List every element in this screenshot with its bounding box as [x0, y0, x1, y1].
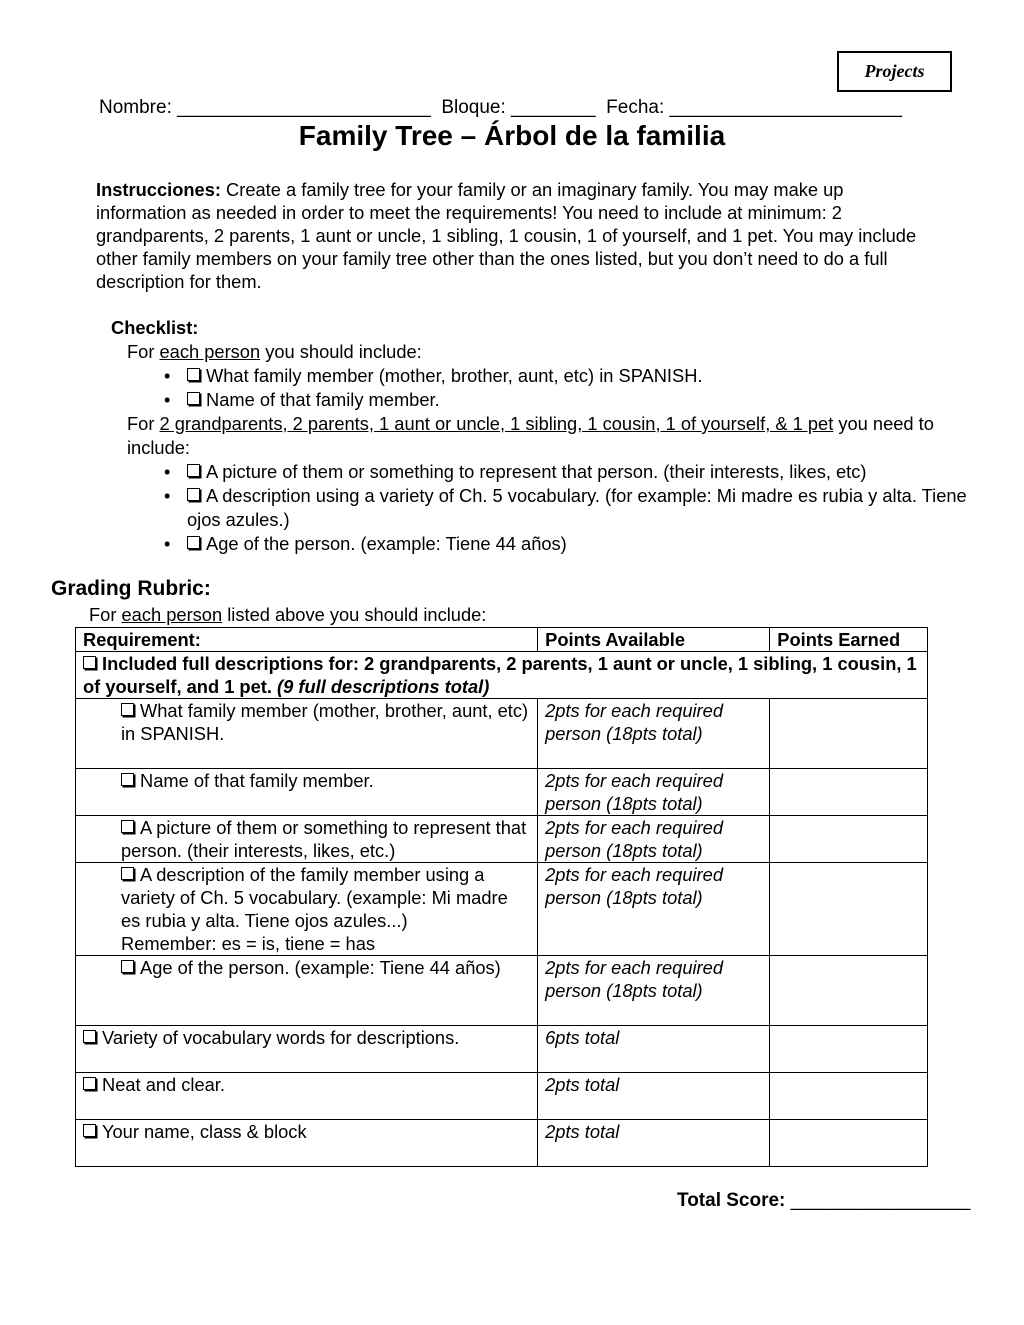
intro1-underlined: each person: [159, 341, 261, 362]
points-earned-cell[interactable]: [770, 769, 928, 816]
intro2-pre: For: [127, 413, 160, 434]
requirement-text: Name of that family member.: [140, 770, 374, 791]
projects-badge-label: Projects: [864, 61, 925, 81]
points-available-cell: 6pts total: [538, 1026, 770, 1073]
nombre-label: Nombre:: [99, 97, 172, 118]
intro2-post: you need to include:: [127, 413, 934, 458]
requirement-cell: [76, 1026, 538, 1073]
list-item-text: A description using a variety of Ch. 5 vocabulary. (for example: Mi madre es rubia y alta. Tiene ojos azules.): [187, 485, 967, 530]
full-descriptions-text: Included full descriptions for: 2 grandparents, 2 parents, 1 aunt or uncle, 1 sibling, 1 cousin, 1 of yourself, and 1 pet.: [83, 653, 917, 697]
points-available-cell: 2pts for each required person (18pts total): [538, 769, 770, 816]
list-item-text: Age of the person. (example: Tiene 44 años): [206, 533, 567, 554]
checkbox-icon[interactable]: [187, 536, 200, 549]
checkbox-icon[interactable]: [121, 773, 134, 786]
requirement-cell: [76, 1120, 538, 1167]
full-descriptions-total: (9 full descriptions total): [277, 676, 490, 697]
header-points-earned: Points Earned: [770, 628, 928, 652]
checkbox-icon[interactable]: [83, 1124, 96, 1137]
requirement-text: Your name, class & block: [102, 1121, 307, 1142]
checkbox-icon[interactable]: [83, 1030, 96, 1043]
requirement-text: A picture of them or something to represent that person. (their interests, likes, etc.): [121, 817, 527, 861]
points-available-cell: 2pts for each required person (18pts total): [538, 956, 770, 1026]
points-earned-cell[interactable]: [770, 956, 928, 1026]
header-requirement: Requirement:: [76, 628, 538, 652]
checkbox-icon[interactable]: [187, 488, 200, 501]
bloque-label: Bloque:: [441, 97, 506, 118]
total-score-field[interactable]: _________________: [790, 1190, 971, 1211]
points-earned-cell[interactable]: [770, 1073, 928, 1120]
fecha-field[interactable]: ______________________: [669, 97, 903, 118]
checkbox-icon[interactable]: [83, 656, 96, 669]
list-item-text: What family member (mother, brother, aunt, etc) in SPANISH.: [206, 365, 703, 386]
requirement-note: Remember: es = is, tiene = has: [121, 933, 376, 954]
requirement-text: Neat and clear.: [102, 1074, 225, 1095]
requirement-text: A description of the family member using a variety of Ch. 5 vocabulary. (example: Mi madre es rubia y alta. Tiene ojos azules...): [121, 864, 508, 931]
list-item: [164, 484, 971, 532]
full-descriptions-cell: [76, 652, 928, 699]
table-header-row: [76, 628, 928, 652]
checkbox-icon[interactable]: [83, 1077, 96, 1090]
fecha-label: Fecha:: [606, 97, 665, 118]
checklist-list-2: [111, 460, 971, 556]
list-item-text: A picture of them or something to represent that person. (their interests, likes, etc): [206, 461, 867, 482]
requirement-cell: [76, 699, 538, 769]
requirement-cell: [76, 956, 538, 1026]
checkbox-icon[interactable]: [121, 703, 134, 716]
requirement-cell: [76, 769, 538, 816]
requirement-text: Variety of vocabulary words for descriptions.: [102, 1027, 460, 1048]
rubric-table: [75, 627, 928, 1167]
table-row: [76, 1026, 928, 1073]
intro1-post: you should include:: [260, 341, 422, 362]
requirement-cell: [76, 1073, 538, 1120]
points-available-cell: 2pts for each required person (18pts total): [538, 699, 770, 769]
requirement-text: What family member (mother, brother, aunt, etc) in SPANISH.: [121, 700, 529, 744]
table-row: [76, 1073, 928, 1120]
page-title: Family Tree – Árbol de la familia: [298, 120, 726, 151]
checkbox-icon[interactable]: [187, 392, 200, 405]
bloque-field[interactable]: ________: [511, 97, 596, 118]
total-score-label: Total Score:: [677, 1190, 786, 1211]
requirement-cell: [76, 816, 538, 863]
grading-sub-pre: For: [89, 604, 122, 625]
list-item-text: Name of that family member.: [206, 389, 440, 410]
checkbox-icon[interactable]: [187, 368, 200, 381]
points-earned-cell[interactable]: [770, 1026, 928, 1073]
grading-rubric-title: Grading Rubric:: [51, 577, 211, 600]
intro1-pre: For: [127, 341, 160, 362]
points-earned-cell[interactable]: [770, 1120, 928, 1167]
checkbox-icon[interactable]: [121, 820, 134, 833]
checklist-section: [111, 316, 971, 556]
nombre-field[interactable]: ________________________: [177, 97, 431, 118]
points-earned-cell[interactable]: [770, 699, 928, 769]
total-score: [677, 1190, 970, 1212]
table-row-full-descriptions: [76, 652, 928, 699]
table-row: [76, 816, 928, 863]
points-available-cell: 2pts total: [538, 1120, 770, 1167]
points-earned-cell[interactable]: [770, 863, 928, 956]
instructions-label: Instrucciones:: [96, 179, 221, 200]
checkbox-icon[interactable]: [187, 464, 200, 477]
list-item: [164, 388, 971, 412]
table-row: [76, 863, 928, 956]
instructions-paragraph: [96, 178, 936, 293]
list-item: [164, 460, 971, 484]
points-earned-cell[interactable]: [770, 816, 928, 863]
list-item: [164, 532, 971, 556]
projects-badge: [837, 51, 952, 92]
intro2-underlined: 2 grandparents, 2 parents, 1 aunt or uncle, 1 sibling, 1 cousin, 1 of yourself, & 1 pet: [159, 413, 834, 434]
points-available-cell: 2pts total: [538, 1073, 770, 1120]
requirement-text: Age of the person. (example: Tiene 44 años): [140, 957, 501, 978]
checklist-intro-required-people: [111, 412, 971, 460]
table-row: [76, 1120, 928, 1167]
header-points-available: Points Available: [538, 628, 770, 652]
grading-sub-post: listed above you should include:: [222, 604, 487, 625]
grading-rubric-subtitle: [89, 604, 486, 626]
checkbox-icon[interactable]: [121, 960, 134, 973]
checkbox-icon[interactable]: [121, 867, 134, 880]
grading-sub-underlined: each person: [121, 604, 223, 625]
table-row: [76, 956, 928, 1026]
instructions-text: Create a family tree for your family or an imaginary family. You may make up information as needed in order to meet the requirements! You need to include at minimum: 2 grandparents, 2 parents, 1 aunt or uncle, 1 sibling, 1 cousin, 1 of yourself, and 1 pet. You may include other family members on your family tree other than the ones listed, but you don’t need to do a full description for them.: [96, 179, 917, 292]
table-row: [76, 699, 928, 769]
checklist-list-1: [111, 364, 971, 412]
table-row: [76, 769, 928, 816]
points-available-cell: 2pts for each required person (18pts total): [538, 863, 770, 956]
checklist-title: Checklist:: [111, 317, 199, 338]
checklist-intro-each-person: [111, 340, 971, 364]
list-item: [164, 364, 971, 388]
requirement-cell: [76, 863, 538, 956]
points-available-cell: 2pts for each required person (18pts total): [538, 816, 770, 863]
student-info-line: [99, 97, 902, 119]
